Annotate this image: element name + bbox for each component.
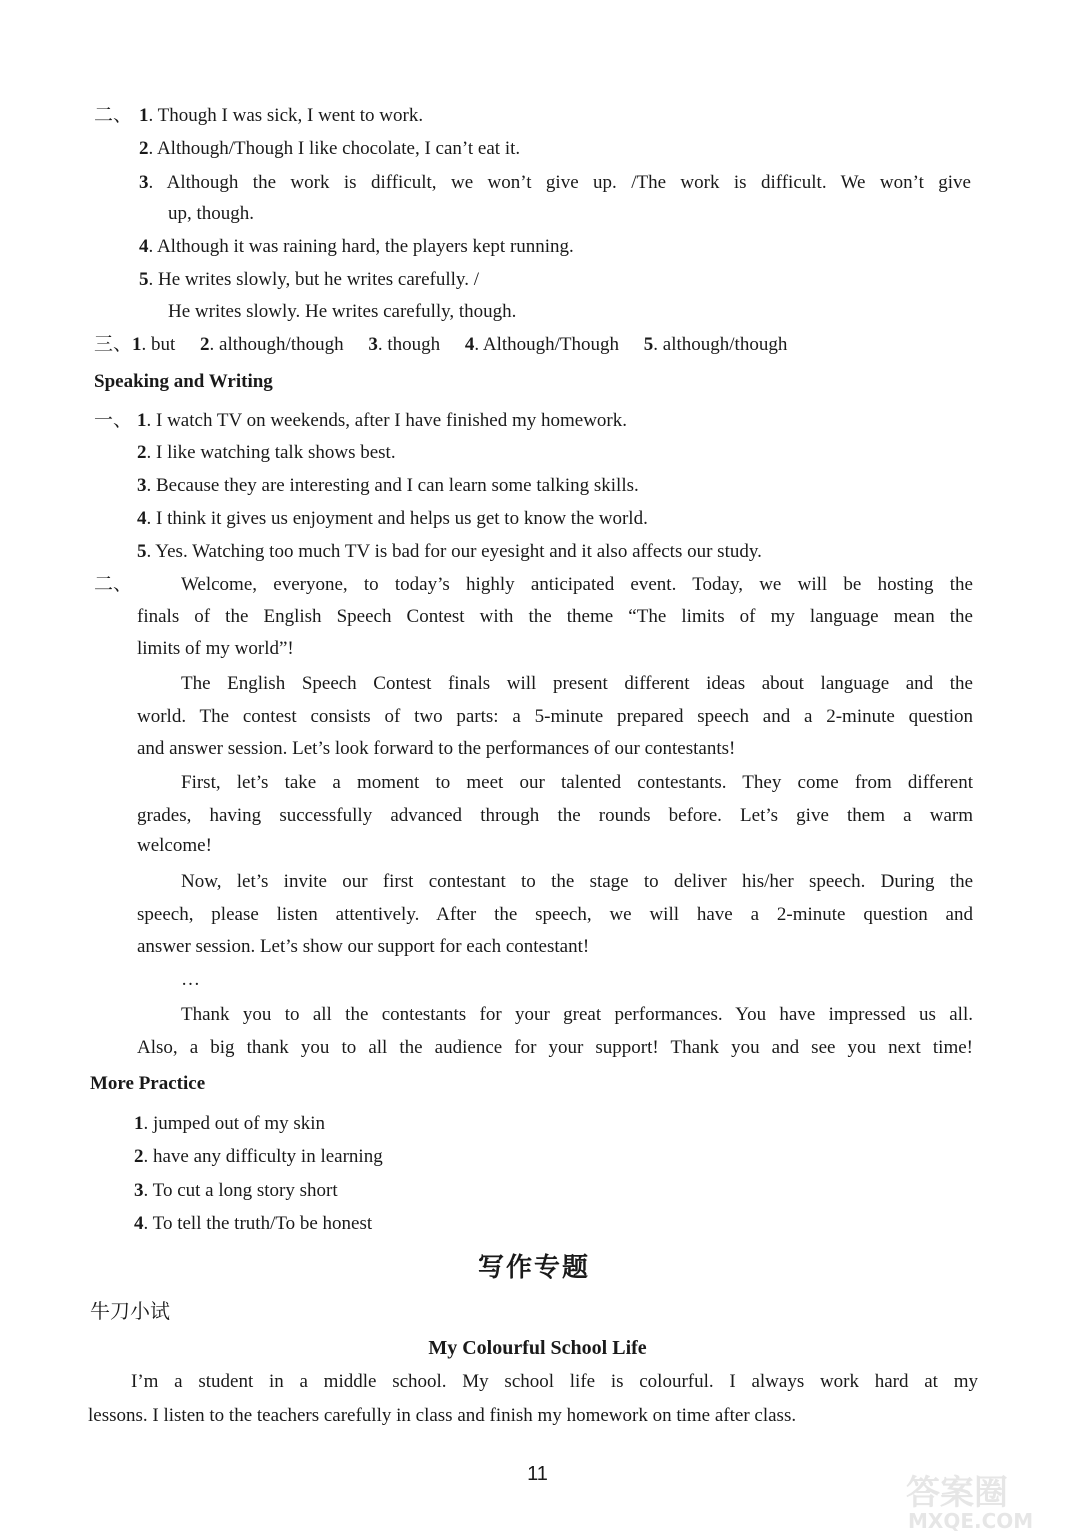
speech-line: world. The contest consists of two parts: a 5-minute prepared speech and a 2-minute question xyxy=(137,706,973,727)
list-item: 5. He writes slowly, but he writes carefully. / xyxy=(139,269,479,290)
svg-text:答案圈: 答案圈 xyxy=(906,1473,1008,1513)
list-item: 2. Although/Though I like chocolate, I can’t eat it. xyxy=(139,138,521,159)
list-item: 5. Yes. Watching too much TV is bad for our eyesight and it also affects our study. xyxy=(137,541,762,562)
chapter-title: 写作专题 xyxy=(478,1253,591,1283)
essay-line: I’m a student in a middle school. My school life is colourful. I always work hard at my xyxy=(131,1371,978,1392)
watermark-logo xyxy=(900,1468,1070,1532)
speech-line: Also, a big thank you to all the audience for your support! Thank you and see you next time! xyxy=(137,1037,973,1058)
list-item: 4. Although it was raining hard, the players kept running. xyxy=(139,236,574,257)
speech-line: First, let’s take a moment to meet our talented contestants. They come from different xyxy=(181,772,973,793)
subsection-title: 牛刀小试 xyxy=(90,1299,170,1323)
list-item-continuation: up, though. xyxy=(168,203,255,224)
section1-marker: 一、 xyxy=(94,410,133,431)
list-item: 3. Because they are interesting and I can learn some talking skills. xyxy=(137,475,639,496)
speech-line: grades, having successfully advanced through the rounds before. Let’s give them a warm xyxy=(137,805,973,826)
watermark-icon xyxy=(900,1468,1070,1532)
page-number: 11 xyxy=(527,1463,548,1485)
list-item: 1. jumped out of my skin xyxy=(134,1113,326,1134)
speech-line: Now, let’s invite our first contestant to the stage to deliver his/her speech. During the xyxy=(181,871,973,892)
list-item: 4. To tell the truth/To be honest xyxy=(134,1213,373,1234)
list-item: 1. I watch TV on weekends, after I have finished my homework. xyxy=(137,410,627,431)
list-item: 3. To cut a long story short xyxy=(134,1180,338,1201)
speech-line: answer session. Let’s show our support for each contestant! xyxy=(137,936,590,957)
speech-line: Thank you to all the contestants for your great performances. You have impressed us all. xyxy=(181,1004,973,1025)
list-item: 1. Though I was sick, I went to work. xyxy=(139,105,424,126)
speech-line: and answer session. Let’s look forward to the performances of our contestants! xyxy=(137,738,736,759)
speech-line: The English Speech Contest finals will present different ideas about language and the xyxy=(181,673,973,694)
section-heading: Speaking and Writing xyxy=(94,371,273,392)
speech-line: Welcome, everyone, to today’s highly anticipated event. Today, we will be hosting the xyxy=(181,574,973,595)
speech-line: limits of my world”! xyxy=(137,638,294,659)
section-heading: More Practice xyxy=(90,1073,206,1094)
list-item: 3. Although the work is difficult, we won’t give up. /The work is difficult. We won’t give xyxy=(139,172,971,193)
essay-line: lessons. I listen to the teachers carefully in class and finish my homework on time after class. xyxy=(88,1405,797,1426)
section3-answers: 三、1. but 2. although/though 3. though 4. Although/Though 5. although/though xyxy=(94,334,788,355)
list-item: 2. I like watching talk shows best. xyxy=(137,442,396,463)
section2b-marker: 二、 xyxy=(94,574,133,595)
list-item: 4. I think it gives us enjoyment and helps us get to know the world. xyxy=(137,508,648,529)
essay-title: My Colourful School Life xyxy=(428,1337,647,1359)
svg-text:MXQE.COM: MXQE.COM xyxy=(908,1509,1034,1532)
speech-line: welcome! xyxy=(137,835,212,856)
speech-line: speech, please listen attentively. After the speech, we will have a 2-minute question and xyxy=(137,904,973,925)
list-item: 2. have any difficulty in learning xyxy=(134,1146,383,1167)
section2-marker: 二、 xyxy=(94,105,133,126)
speech-line: finals of the English Speech Contest with the theme “The limits of my language mean the xyxy=(137,606,973,627)
list-item-continuation: He writes slowly. He writes carefully, though. xyxy=(168,301,517,322)
speech-ellipsis: … xyxy=(181,969,200,990)
